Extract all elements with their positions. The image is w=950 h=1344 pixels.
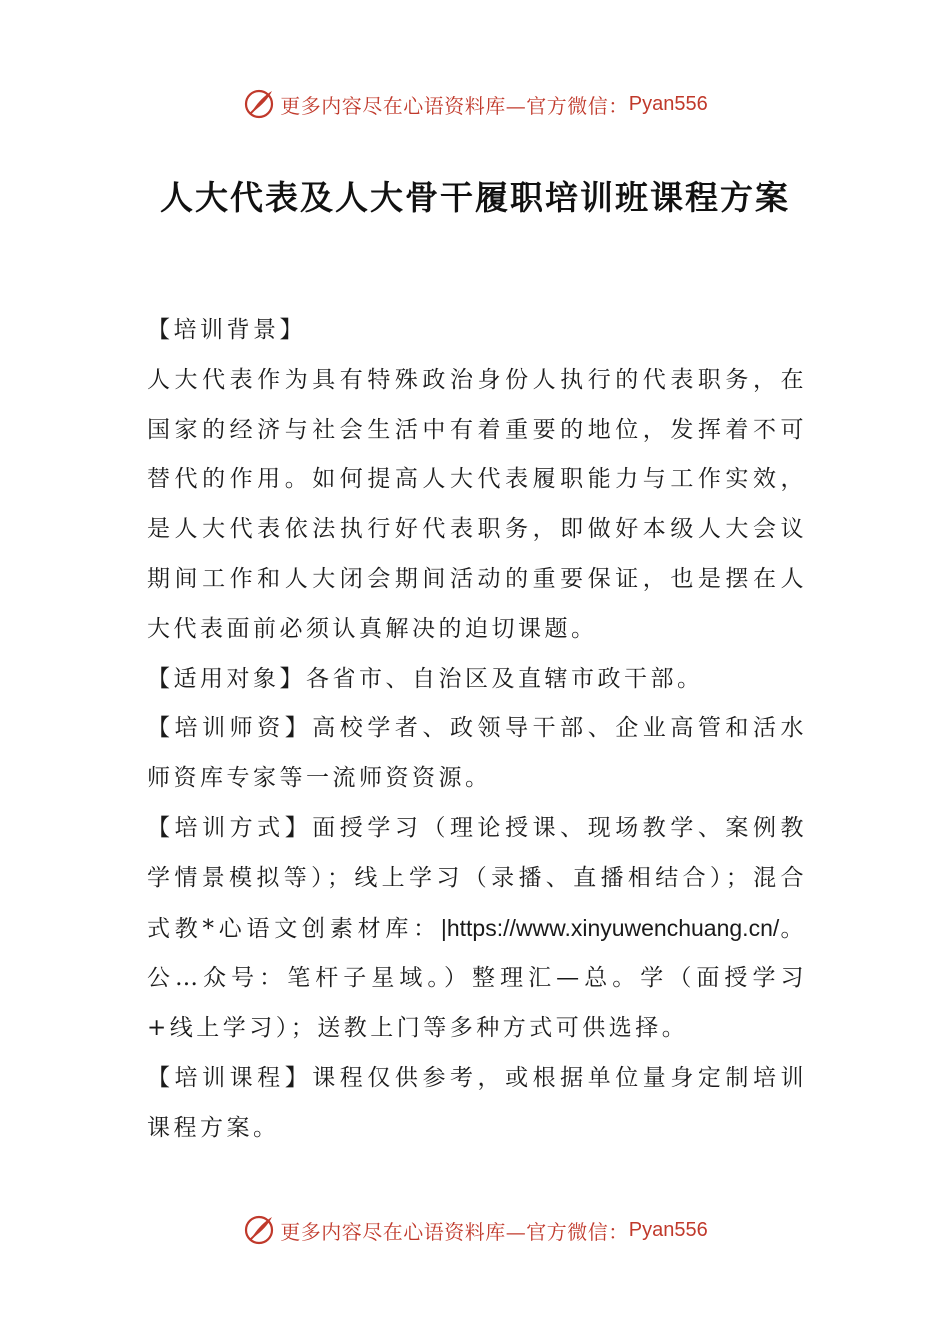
footer-watermark bbox=[0, 1210, 950, 1250]
document-title: 人大代表及人大骨干履职培训班课程方案 bbox=[160, 178, 790, 217]
teachers-text: 高校学者、政领导干部、企业高管和活水师资库专家等一流师资资源。 bbox=[147, 715, 808, 792]
method-paragraph bbox=[147, 804, 807, 1054]
audience-paragraph bbox=[147, 655, 807, 705]
watermark-wechat: Pyan556 bbox=[628, 1218, 708, 1241]
teachers-label: 【培训师资】 bbox=[147, 715, 313, 742]
courses-text: 课程仅供参考，或根据单位量身定制培训课程方案。 bbox=[147, 1064, 808, 1141]
method-text-b: 。公…众号：笔杆子星域。）整理汇—总。学（面授学习+线上学习）；送教上门等多种方式可供选择。 bbox=[147, 915, 808, 1042]
audience-label: 【适用对象】 bbox=[147, 665, 306, 692]
method-label: 【培训方式】 bbox=[147, 814, 313, 841]
watermark-text: 更多内容尽在心语资料库—官方微信： bbox=[280, 1219, 629, 1244]
method-text-a: 面授学习（理论授课、现场教学、案例教学情景模拟等）；线上学习（录播、直播相结合）；混合式教*心语文创素材库： bbox=[147, 814, 808, 942]
audience-text: 各省市、自治区及直辖市政干部。 bbox=[306, 665, 704, 692]
document-body bbox=[147, 306, 807, 1154]
watermark-text: 更多内容尽在心语资料库—官方微信： bbox=[280, 93, 629, 118]
quill-logo-icon bbox=[242, 1213, 276, 1247]
header-watermark bbox=[0, 84, 950, 124]
courses-label: 【培训课程】 bbox=[147, 1064, 313, 1091]
teachers-paragraph bbox=[147, 704, 807, 804]
quill-logo-icon bbox=[242, 87, 276, 121]
method-url: |https://www.xinyuwenchuang.cn/ bbox=[440, 914, 780, 941]
background-paragraph: 人大代表作为具有特殊政治身份人执行的代表职务，在国家的经济与社会生活中有着重要的地位，发挥着不可替代的作用。如何提高人大代表履职能力与工作实效，是人大代表依法执行好代表职务，即做好本级人大会议期间工作和人大闭会期间活动的重要保证，也是摆在人大代表面前必须认真解决的迫切课题。 bbox=[147, 366, 807, 642]
background-heading: 【培训背景】 bbox=[147, 317, 306, 343]
courses-paragraph bbox=[147, 1054, 807, 1154]
watermark-wechat: Pyan556 bbox=[628, 92, 708, 115]
